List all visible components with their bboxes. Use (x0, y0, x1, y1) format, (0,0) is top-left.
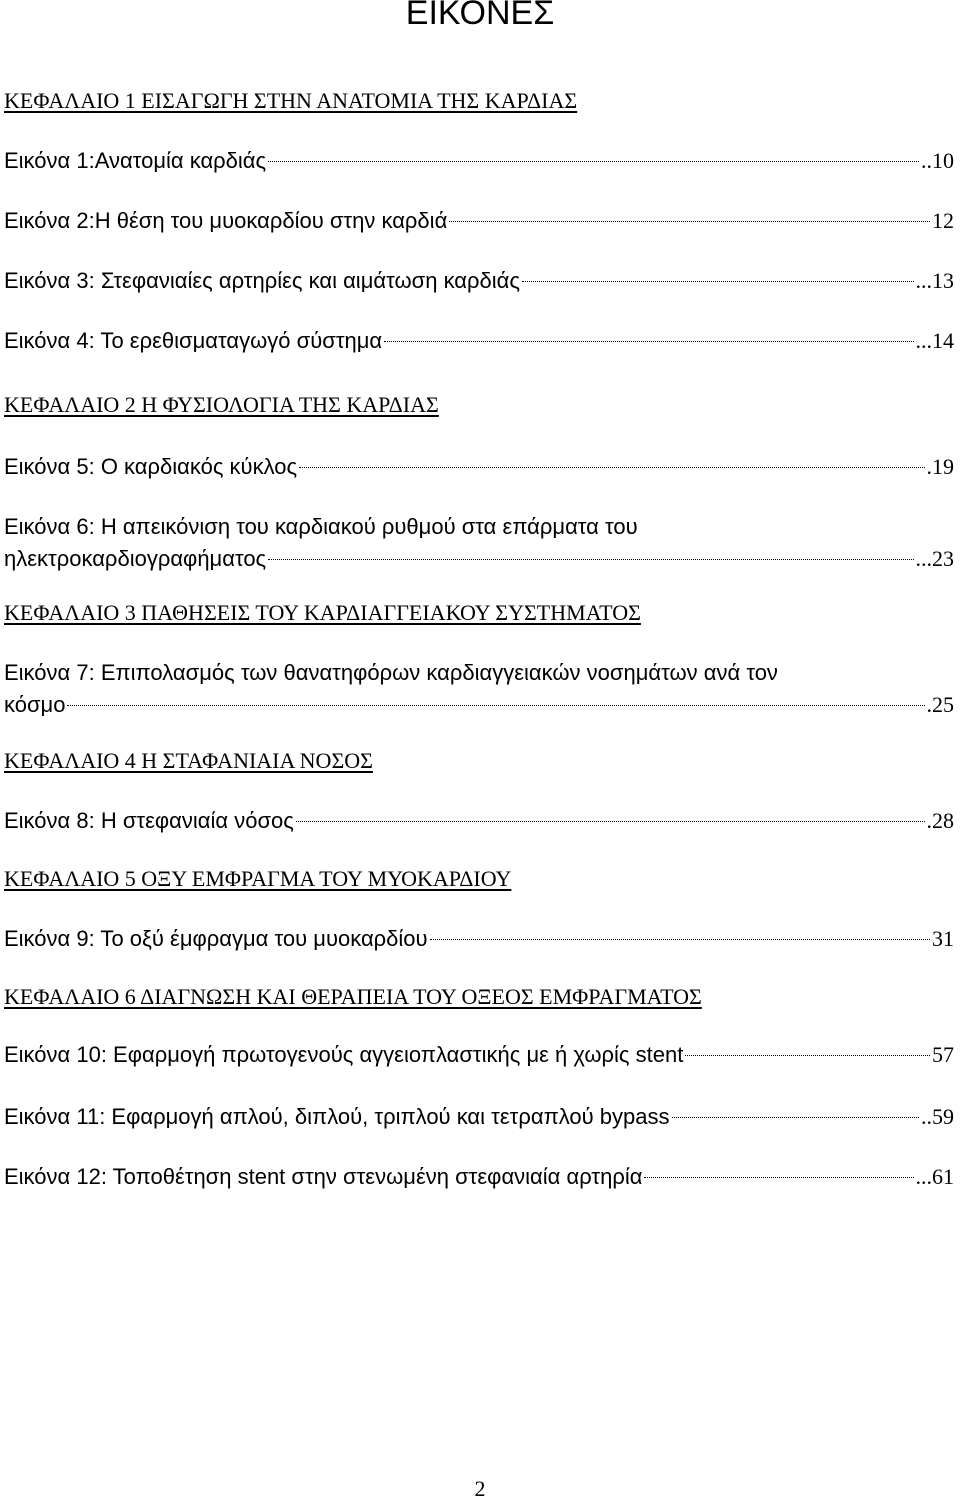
dot-leader (685, 1055, 930, 1056)
leader-dots: . (926, 692, 932, 717)
chapter-heading-1: ΚΕΦΑΛΑΙΟ 1 ΕΙΣΑΓΩΓΗ ΣΤΗΝ ΑΝΑΤΟΜΙΑ ΤΗΣ ΚΑΡΔΙΑΣ (4, 88, 578, 113)
figure-label: Εικόνα 2:Η θέση του μυοκαρδίου στην καρδιά (4, 208, 448, 233)
dot-leader (268, 559, 913, 560)
figure-entry-2 (4, 206, 954, 236)
figure-entry-7-line1: Εικόνα 7: Επιπολασμός των θανατηφόρων καρδιαγγειακών νοσημάτων ανά τον (4, 660, 778, 685)
page-number: 2 (474, 1476, 486, 1501)
leader-dots: ... (915, 546, 932, 571)
leader-dots: ... (915, 1164, 932, 1189)
figure-entry-8 (4, 806, 954, 836)
figure-page: 10 (932, 148, 954, 173)
chapter-heading-6: ΚΕΦΑΛΑΙΟ 6 ΔΙΑΓΝΩΣΗ ΚΑΙ ΘΕΡΑΠΕΙΑ ΤΟΥ ΟΞΕΟΣ ΕΜΦΡΑΓΜΑΤΟΣ (4, 984, 702, 1009)
leader-dots: ... (915, 268, 932, 293)
leader-dots: . (926, 454, 932, 479)
figure-page: 13 (932, 268, 954, 293)
figure-page: 61 (932, 1164, 954, 1189)
figure-page: 19 (932, 454, 954, 479)
figure-entry-4 (4, 326, 954, 356)
figure-label: ηλεκτροκαρδιογραφήματος (4, 546, 267, 571)
dot-leader (67, 705, 924, 706)
dot-leader (430, 939, 930, 940)
figure-page: 12 (932, 208, 954, 233)
figure-entry-3 (4, 266, 954, 296)
figure-label: Εικόνα 3: Στεφανιαίες αρτηρίες και αιμάτωση καρδιάς (4, 268, 520, 293)
figure-label: Εικόνα 11: Εφαρμογή απλού, διπλού, τριπλού και τετραπλού bypass (4, 1104, 670, 1129)
figure-label: Εικόνα 1:Ανατομία καρδιάς (4, 148, 267, 173)
leader-dots: .. (921, 1104, 932, 1129)
figure-page: 57 (932, 1042, 954, 1067)
figure-entry-5 (4, 452, 954, 482)
figure-entry-10 (4, 1040, 954, 1070)
chapter-heading-5: ΚΕΦΑΛΑΙΟ 5 ΟΞΥ ΕΜΦΡΑΓΜΑ ΤΟΥ ΜΥΟΚΑΡΔΙΟΥ (4, 866, 512, 891)
figure-page: 31 (932, 926, 954, 951)
dot-leader (384, 341, 913, 342)
figure-page: 59 (932, 1104, 954, 1129)
figure-entry-12 (4, 1162, 954, 1192)
chapter-heading-2: ΚΕΦΑΛΑΙΟ 2 Η ΦΥΣΙΟΛΟΓΙΑ ΤΗΣ ΚΑΡΔΙΑΣ (4, 392, 439, 417)
page-title: ΕΙΚΟΝΕΣ (405, 0, 555, 32)
figure-entry-11 (4, 1102, 954, 1132)
dot-leader (644, 1177, 913, 1178)
figure-entry-9 (4, 924, 954, 954)
leader-dots: .. (921, 148, 932, 173)
leader-dots: . (926, 808, 932, 833)
dot-leader (296, 821, 925, 822)
figure-label: Εικόνα 12: Τοποθέτηση stent στην στενωμένη στεφανιαία αρτηρία (4, 1164, 643, 1189)
figure-entry-6-line1: Εικόνα 6: Η απεικόνιση του καρδιακού ρυθμού στα επάρματα του (4, 514, 638, 539)
figure-entry-6 (4, 544, 954, 574)
dot-leader (268, 161, 919, 162)
leader-dots: ... (915, 328, 932, 353)
dot-leader (299, 467, 924, 468)
figure-entry-7 (4, 690, 954, 720)
figure-label: Εικόνα 8: Η στεφανιαία νόσος (4, 808, 294, 833)
figure-label: Εικόνα 5: Ο καρδιακός κύκλος (4, 454, 298, 479)
figure-page: 23 (932, 546, 954, 571)
figure-page: 25 (932, 692, 954, 717)
chapter-heading-4: ΚΕΦΑΛΑΙΟ 4 Η ΣΤΑΦΑΝΙΑΙΑ ΝΟΣΟΣ (4, 748, 373, 773)
dot-leader (522, 281, 914, 282)
figure-page: 14 (932, 328, 954, 353)
figure-label: Εικόνα 9: Το οξύ έμφραγμα του μυοκαρδίου (4, 926, 428, 951)
dot-leader (449, 221, 930, 222)
figure-label: Εικόνα 10: Εφαρμογή πρωτογενούς αγγειοπλαστικής με ή χωρίς stent (4, 1042, 684, 1067)
figure-page: 28 (932, 808, 954, 833)
dot-leader (672, 1117, 920, 1118)
chapter-heading-3: ΚΕΦΑΛΑΙΟ 3 ΠΑΘΗΣΕΙΣ ΤΟΥ ΚΑΡΔΙΑΓΓΕΙΑΚΟΥ ΣΥΣΤΗΜΑΤΟΣ (4, 600, 641, 625)
figure-label: Εικόνα 4: Το ερεθισματαγωγό σύστημα (4, 328, 383, 353)
figure-entry-1 (4, 146, 954, 176)
figure-label: κόσμο (4, 692, 66, 717)
